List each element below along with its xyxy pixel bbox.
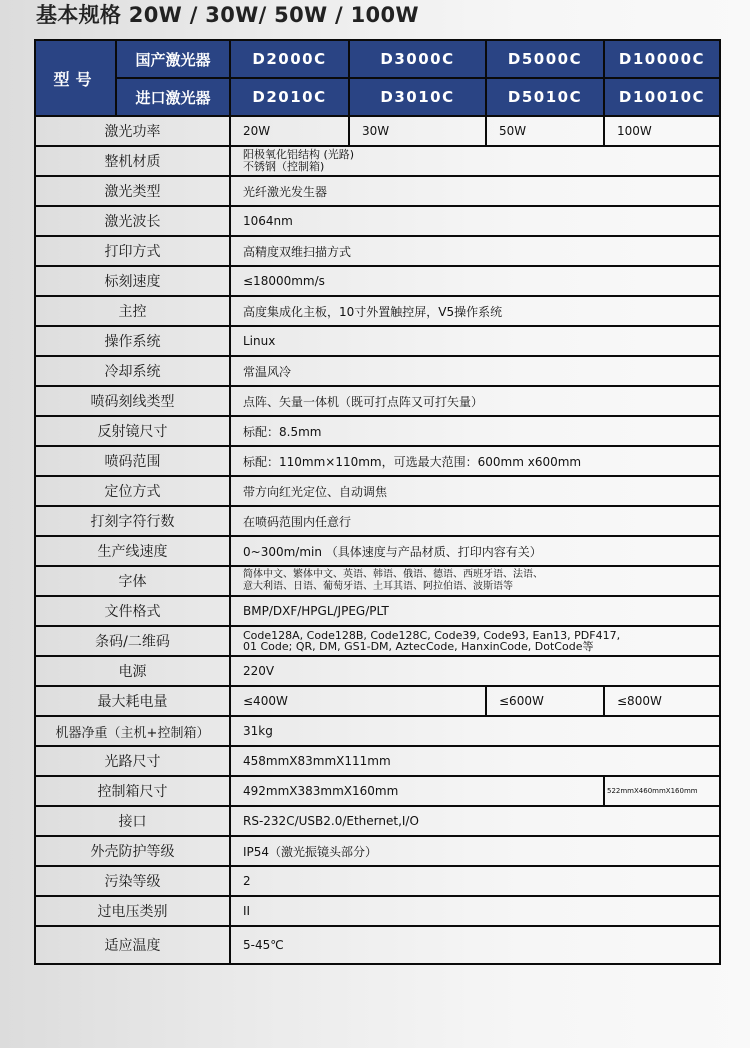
model-d3010c: D3010C — [349, 78, 486, 116]
row-value: 带方向红光定位、自动调焦 — [230, 476, 720, 506]
row-value: 在喷码范围内任意行 — [230, 506, 720, 536]
row-value: 220V — [230, 656, 720, 686]
row-value: ≤18000mm/s — [230, 266, 720, 296]
table-row-protection — [35, 836, 720, 866]
table-row-fonts — [35, 566, 720, 596]
row-value: 30W — [349, 116, 486, 146]
table-row-pollution — [35, 866, 720, 896]
row-label: 最大耗电量 — [35, 686, 230, 716]
row-label: 外壳防护等级 — [35, 836, 230, 866]
row-value: 2 — [230, 866, 720, 896]
row-label: 字体 — [35, 566, 230, 596]
row-value: ≤400W — [230, 686, 486, 716]
row-label: 喷码刻线类型 — [35, 386, 230, 416]
table-row-optical-size — [35, 746, 720, 776]
row-label: 机器净重（主机+控制箱） — [35, 716, 230, 746]
row-label: 生产线速度 — [35, 536, 230, 566]
row-value: BMP/DXF/HPGL/JPEG/PLT — [230, 596, 720, 626]
model-d10000c: D10000C — [604, 40, 720, 78]
table-row-interface — [35, 806, 720, 836]
row-label: 整机材质 — [35, 146, 230, 176]
table-row-max-power — [35, 686, 720, 716]
domestic-laser-label: 国产激光器 — [116, 40, 230, 78]
table-row-file-format — [35, 596, 720, 626]
table-row-net-weight — [35, 716, 720, 746]
row-value-line: 01 Code; QR, DM, GS1-DM, AztecCode, HanxinCode, DotCode等 — [243, 640, 594, 653]
row-label: 喷码范围 — [35, 446, 230, 476]
row-value: 高精度双维扫描方式 — [230, 236, 720, 266]
row-label: 光路尺寸 — [35, 746, 230, 776]
model-d2010c: D2010C — [230, 78, 349, 116]
row-value: 1064nm — [230, 206, 720, 236]
row-value: 点阵、矢量一体机（既可打点阵又可打矢量） — [230, 386, 720, 416]
row-label: 打刻字符行数 — [35, 506, 230, 536]
row-value: ≤600W — [486, 686, 604, 716]
row-value — [230, 146, 720, 176]
row-value-line: 意大利语、日语、葡萄牙语、土耳其语、阿拉伯语、波斯语等 — [243, 581, 513, 592]
row-value: 522mmX460mmX160mm — [604, 776, 720, 806]
row-value: 492mmX383mmX160mm — [230, 776, 604, 806]
table-row-laser-type — [35, 176, 720, 206]
row-label: 操作系统 — [35, 326, 230, 356]
table-row-control-box-size — [35, 776, 720, 806]
row-value-line: 不锈钢（控制箱) — [243, 160, 325, 173]
row-label: 激光波长 — [35, 206, 230, 236]
row-value: ≤800W — [604, 686, 720, 716]
row-label: 接口 — [35, 806, 230, 836]
row-value — [230, 626, 720, 656]
table-row-line-speed — [35, 536, 720, 566]
header-row-imported — [35, 78, 720, 116]
row-label: 激光类型 — [35, 176, 230, 206]
row-value: Linux — [230, 326, 720, 356]
row-value: 100W — [604, 116, 720, 146]
table-row-material — [35, 146, 720, 176]
table-row-positioning — [35, 476, 720, 506]
header-row-domestic — [35, 40, 720, 78]
spec-table — [34, 39, 721, 965]
row-value: 31kg — [230, 716, 720, 746]
row-value: 0~300m/min （具体速度与产品材质、打印内容有关） — [230, 536, 720, 566]
row-value: 458mmX83mmX111mm — [230, 746, 720, 776]
model-d3000c: D3000C — [349, 40, 486, 78]
row-label: 条码/二维码 — [35, 626, 230, 656]
table-row-marking-speed — [35, 266, 720, 296]
table-row-cooling — [35, 356, 720, 386]
model-label: 型号 — [35, 40, 116, 116]
row-value: 20W — [230, 116, 349, 146]
table-row-mirror-size — [35, 416, 720, 446]
table-row-temperature — [35, 926, 720, 964]
table-row-char-lines — [35, 506, 720, 536]
page-title: 基本规格 20W / 30W/ 50W / 100W — [36, 3, 419, 27]
row-value-line: 简体中文、繁体中文、英语、韩语、俄语、德语、西班牙语、法语、 — [243, 569, 543, 580]
table-row-wavelength — [35, 206, 720, 236]
imported-laser-label: 进口激光器 — [116, 78, 230, 116]
model-d5010c: D5010C — [486, 78, 604, 116]
row-value: 光纤激光发生器 — [230, 176, 720, 206]
row-value: RS-232C/USB2.0/Ethernet,I/O — [230, 806, 720, 836]
row-label: 过电压类别 — [35, 896, 230, 926]
row-label: 主控 — [35, 296, 230, 326]
row-value: 常温风冷 — [230, 356, 720, 386]
row-label: 控制箱尺寸 — [35, 776, 230, 806]
row-value: 标配：110mm×110mm，可选最大范围：600mm x600mm — [230, 446, 720, 476]
table-row-main-control — [35, 296, 720, 326]
row-value — [230, 566, 720, 596]
table-row-code-type — [35, 386, 720, 416]
row-label: 冷却系统 — [35, 356, 230, 386]
row-label: 打印方式 — [35, 236, 230, 266]
row-label: 文件格式 — [35, 596, 230, 626]
row-value-line: Code128A, Code128B, Code128C, Code39, Code93, Ean13, PDF417, — [243, 629, 621, 642]
row-label: 适应温度 — [35, 926, 230, 964]
row-value: 高度集成化主板，10寸外置触控屏，V5操作系统 — [230, 296, 720, 326]
table-row-code-range — [35, 446, 720, 476]
table-row-laser-power — [35, 116, 720, 146]
model-d5000c: D5000C — [486, 40, 604, 78]
row-value: 标配：8.5mm — [230, 416, 720, 446]
row-label: 定位方式 — [35, 476, 230, 506]
table-row-barcode — [35, 626, 720, 656]
model-d2000c: D2000C — [230, 40, 349, 78]
row-label: 激光功率 — [35, 116, 230, 146]
row-value: IP54（激光振镜头部分） — [230, 836, 720, 866]
table-row-os — [35, 326, 720, 356]
row-value: 50W — [486, 116, 604, 146]
row-label: 电源 — [35, 656, 230, 686]
model-d10010c: D10010C — [604, 78, 720, 116]
table-row-power-supply — [35, 656, 720, 686]
row-label: 污染等级 — [35, 866, 230, 896]
table-row-print-mode — [35, 236, 720, 266]
row-value-line: 阳极氧化铝结构 (光路) — [243, 148, 355, 161]
row-label: 反射镜尺寸 — [35, 416, 230, 446]
row-label: 标刻速度 — [35, 266, 230, 296]
table-row-overvoltage — [35, 896, 720, 926]
row-value: II — [230, 896, 720, 926]
row-value: 5-45℃ — [230, 926, 720, 964]
